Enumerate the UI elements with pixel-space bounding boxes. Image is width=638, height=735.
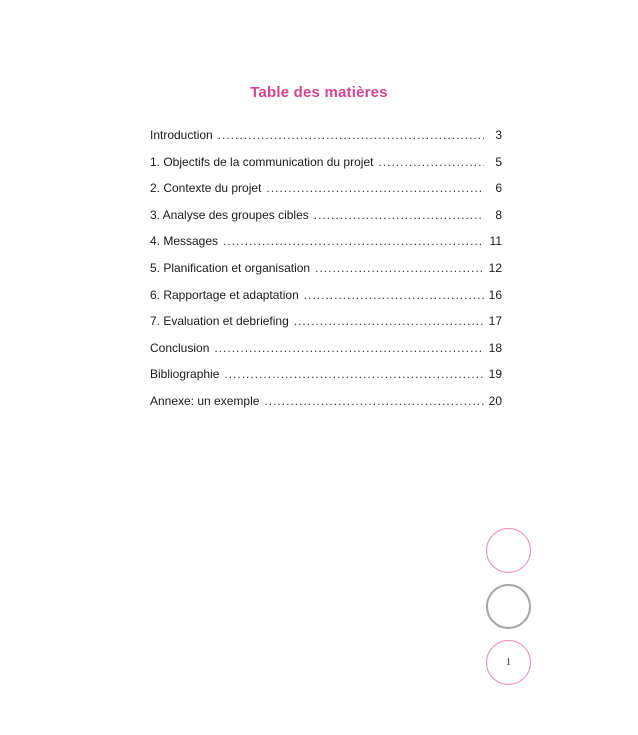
decorative-circle-pink-top	[486, 528, 531, 573]
toc-entry-label: 7. Evaluation et debriefing	[150, 314, 289, 329]
toc-dot-leader	[304, 287, 484, 303]
toc-entry-label: 2. Contexte du projet	[150, 181, 262, 196]
toc-entry-page: 8	[495, 207, 502, 222]
toc-entry-page: 17	[488, 314, 502, 329]
toc-entry-planification[interactable]	[150, 260, 502, 287]
toc-list	[150, 127, 502, 420]
toc-dot-leader	[224, 366, 484, 382]
toc-entry-page: 19	[488, 367, 502, 382]
page-number-circle	[486, 640, 531, 685]
toc-dot-leader	[264, 393, 484, 409]
decorative-circle-gray	[486, 584, 531, 629]
toc-dot-leader	[314, 207, 484, 223]
toc-entry-conclusion[interactable]	[150, 340, 502, 367]
toc-dot-leader	[223, 233, 484, 249]
toc-title: Table des matières	[250, 84, 388, 101]
toc-entry-label: Bibliographie	[150, 367, 220, 382]
toc-entry-label: 5. Planification et organisation	[150, 260, 311, 275]
toc-entry-page: 12	[488, 260, 502, 275]
toc-dot-leader	[378, 154, 484, 170]
toc-entry-label: Introduction	[150, 128, 213, 142]
toc-entry-label: 6. Rapportage et adaptation	[150, 287, 299, 302]
toc-entry-label: 4. Messages	[150, 234, 219, 249]
toc-entry-evaluation[interactable]	[150, 313, 502, 340]
toc-entry-label: 1. Objectifs de la communication du projet	[150, 154, 374, 169]
toc-entry-messages[interactable]	[150, 233, 502, 260]
toc-entry-annexe[interactable]	[150, 393, 502, 420]
toc-entry-label: Annexe: un exemple	[150, 393, 260, 408]
toc-entry-analyse[interactable]	[150, 207, 502, 234]
toc-entry-page: 16	[488, 287, 502, 302]
toc-dot-leader	[294, 313, 484, 329]
toc-entry-page: 5	[495, 154, 502, 169]
toc-entry-objectifs[interactable]	[150, 154, 502, 181]
toc-entry-label: Conclusion	[150, 340, 210, 355]
toc-entry-page: 3	[495, 128, 502, 142]
toc-dot-leader	[218, 127, 484, 143]
toc-entry-bibliographie[interactable]	[150, 366, 502, 393]
toc-entry-label: 3. Analyse des groupes cibles	[150, 207, 309, 222]
page-number: 1	[506, 657, 511, 668]
toc-dot-leader	[214, 340, 484, 356]
toc-entry-rapportage[interactable]	[150, 287, 502, 314]
toc-entry-introduction[interactable]	[150, 127, 502, 154]
toc-dot-leader	[315, 260, 484, 276]
toc-entry-page: 11	[489, 234, 502, 249]
toc-entry-page: 18	[488, 340, 502, 355]
toc-entry-contexte[interactable]	[150, 180, 502, 207]
toc-entry-page: 6	[495, 181, 502, 196]
toc-dot-leader	[266, 180, 484, 196]
toc-entry-page: 20	[488, 393, 502, 408]
